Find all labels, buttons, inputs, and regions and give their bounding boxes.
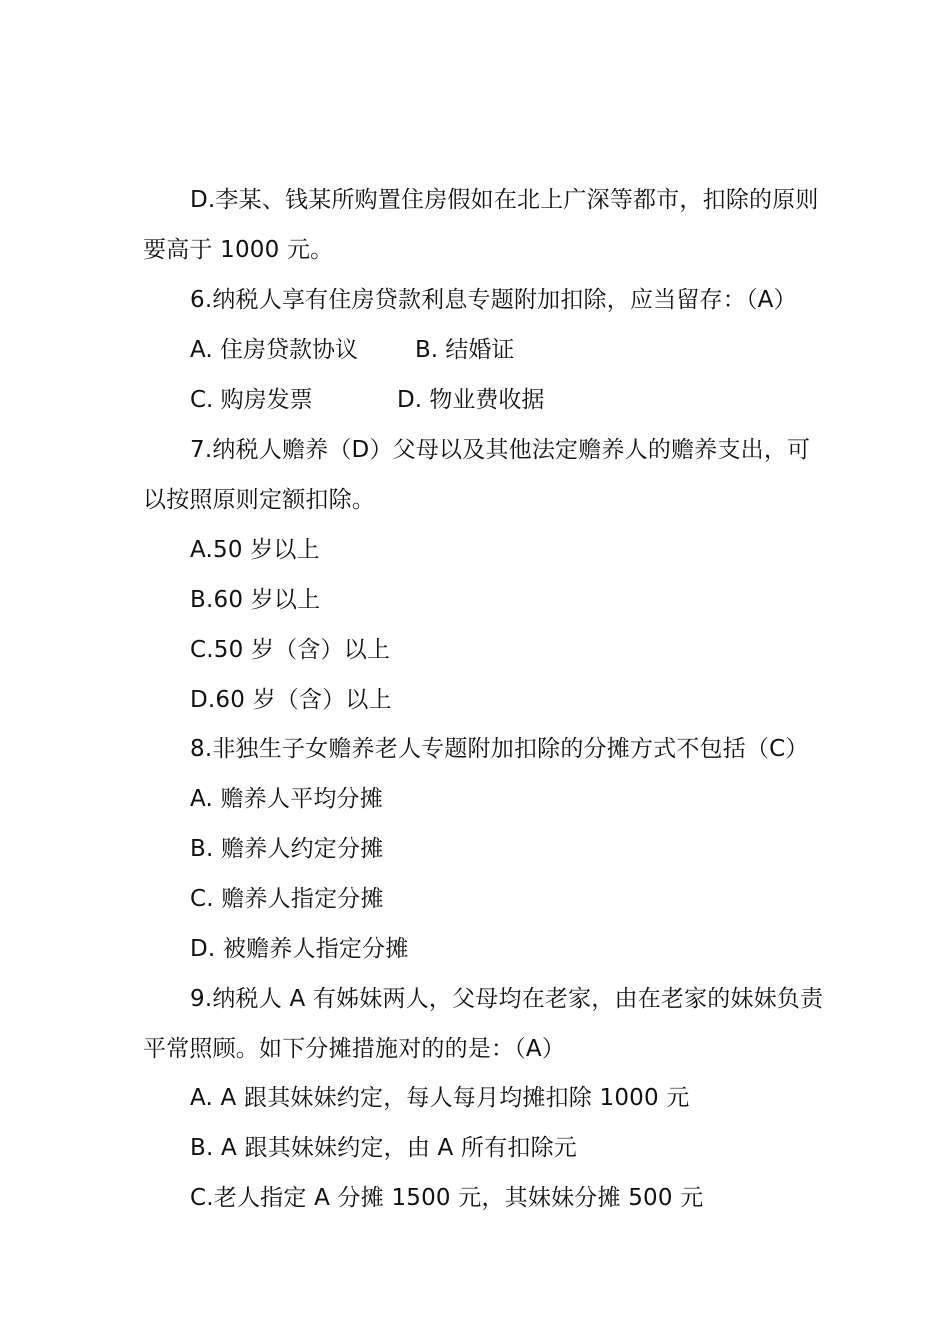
- question-9-line1: 9.纳税人 A 有姊妹两人，父母均在老家，由在老家的妹妹负责: [190, 986, 824, 1012]
- q6-option-d: D. 物业费收据: [397, 387, 545, 413]
- q5-option-d-line1: D.李某、钱某所购置住房假如在北上广深等都市，扣除的原则: [190, 187, 819, 213]
- q7-option-c: C.50 岁（含）以上: [190, 637, 391, 663]
- q9-option-c: C.老人指定 A 分摊 1500 元，其妹妹分摊 500 元: [190, 1185, 704, 1211]
- question-7-line1: 7.纳税人赡养（D）父母以及其他法定赡养人的赡养支出，可: [190, 437, 811, 463]
- q8-option-d: D. 被赡养人指定分摊: [190, 936, 409, 962]
- q9-option-b: B. A 跟其妹妹约定，由 A 所有扣除元: [190, 1135, 578, 1161]
- question-6: 6.纳税人享有住房贷款利息专题附加扣除，应当留存：（A）: [190, 287, 797, 313]
- q8-option-c: C. 赡养人指定分摊: [190, 886, 384, 912]
- q6-option-b: B. 结婚证: [415, 337, 515, 363]
- question-8: 8.非独生子女赡养老人专题附加扣除的分摊方式不包括（C）: [190, 736, 809, 762]
- q9-option-a: A. A 跟其妹妹约定，每人每月均摊扣除 1000 元: [190, 1085, 690, 1111]
- question-7-line2: 以按照原则定额扣除。: [143, 487, 375, 513]
- q8-option-b: B. 赡养人约定分摊: [190, 836, 384, 862]
- q8-option-a: A. 赡养人平均分摊: [190, 786, 383, 812]
- q7-option-a: A.50 岁以上: [190, 537, 320, 563]
- q6-option-c: C. 购房发票: [190, 387, 313, 413]
- q5-option-d-line2: 要高于 1000 元。: [143, 237, 334, 263]
- question-9-line2: 平常照顾。如下分摊措施对的的是：（A）: [143, 1036, 566, 1062]
- q7-option-b: B.60 岁以上: [190, 587, 321, 613]
- q6-option-a: A. 住房贷款协议: [190, 337, 358, 363]
- q7-option-d: D.60 岁（含）以上: [190, 687, 392, 713]
